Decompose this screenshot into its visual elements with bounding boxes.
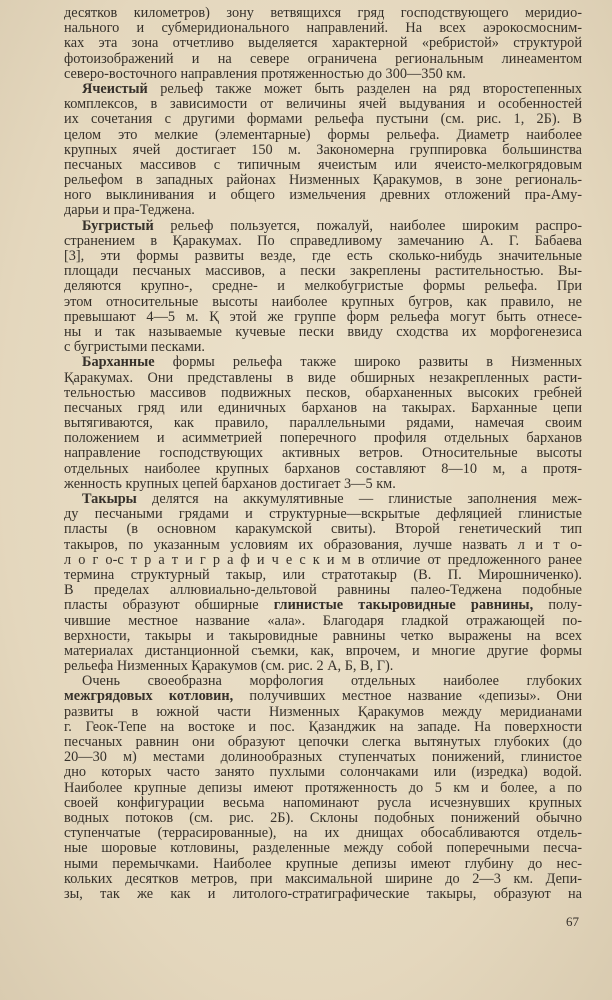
- bold-term: Такыры: [82, 491, 137, 507]
- paragraph: [64, 82, 582, 219]
- text-run: этом относительные высоты наиболее крупных бугров, как правило, не: [64, 293, 582, 310]
- text-line: [64, 872, 582, 887]
- text-line: [64, 158, 582, 173]
- text-line: [64, 598, 582, 613]
- text-run: [3], эти формы развиты везде, где есть сколько-нибудь значительные: [64, 248, 582, 264]
- text-run: полу-: [533, 597, 582, 614]
- text-line: [64, 750, 582, 765]
- text-line: [64, 279, 582, 294]
- text-run: делятся на аккумулятивные — глинистые заполнения меж-: [136, 491, 582, 507]
- text-line: [64, 188, 582, 203]
- text-run: ные шоровые котловины, разделенные между собой поперечными песча-: [64, 840, 582, 857]
- text-line: [64, 249, 582, 264]
- text-run: дарьи и пра-Теджена.: [64, 202, 195, 219]
- paragraph: [64, 219, 582, 356]
- text-run: такыров, по указанным условиям их образования, лучше назвать л и т о-: [64, 536, 582, 553]
- text-line: [64, 583, 582, 598]
- text-run: женность крупных цепей барханов достигает 3—5 км.: [64, 475, 396, 492]
- text-line: [64, 735, 582, 750]
- text-line: [64, 371, 582, 386]
- text-line: [64, 629, 582, 644]
- text-line: [64, 887, 582, 902]
- text-run: песчаных массивов с типичным ячеистым или ячеисто-мелкогрядовым: [64, 156, 582, 173]
- text-line: [64, 21, 582, 36]
- text-run: рельефом в западных районах Низменных Қаракумов, в зоне региональ-: [64, 172, 582, 189]
- text-line: [64, 143, 582, 158]
- text-run: десятков километров) зону ветвящихся гряд господствующего меридио-: [64, 5, 582, 21]
- text-run: ными перемычками. Наиболее крупные депизы имеют глубину до нес-: [64, 855, 582, 872]
- paragraph: [64, 674, 582, 902]
- text-line: [64, 462, 582, 477]
- text-line: [64, 36, 582, 51]
- text-line: [64, 173, 582, 188]
- text-line: [64, 340, 582, 355]
- text-run: комплексов, в зависимости от величины ячей выдувания и особенностей: [64, 96, 582, 113]
- text-run: песчаных гряд или единичных барханов на такырах. Барханные цепи: [64, 399, 582, 416]
- paragraph: [64, 492, 582, 674]
- text-line: [64, 720, 582, 735]
- text-run: ду песчаными грядами и структурные—вскрытые дефляцией глинистые: [64, 506, 582, 523]
- text-line: [64, 614, 582, 629]
- text-line: [64, 386, 582, 401]
- text-line: [64, 553, 582, 568]
- text-run: своей конфигурации весьма напоминают русла исчезнувших крупных: [64, 794, 582, 811]
- text-run: целом это мелкие (элементарные) формы рельефа. Диаметр наиболее: [64, 126, 582, 143]
- text-line: [64, 52, 582, 67]
- text-run: формы рельефа также широко развиты в Низменных: [154, 354, 582, 371]
- text-line: [64, 401, 582, 416]
- text-run: материалах дистанционной съемки, как, впрочем, и многие другие формы: [64, 642, 582, 659]
- text-line: [64, 568, 582, 583]
- text-line: [64, 781, 582, 796]
- text-line: [64, 355, 582, 370]
- text-run: л о г о-с т р а т и г р а ф и ч е с к и м в отличие от предложенного ранее: [64, 551, 582, 568]
- text-run: развиты в южной части Низменных Қаракумов между меридианами: [64, 703, 582, 720]
- text-run: 20—30 м) местами долинообразных ступенчатых понижений, глинистое: [64, 749, 582, 766]
- text-line: [64, 689, 582, 704]
- text-run: В пределах аллювиально-дельтовой равнины палео-Теджена подобные: [64, 582, 582, 599]
- text-line: [64, 431, 582, 446]
- text-run: вытягиваются, как правило, параллельными рядами, намечая своим: [64, 415, 582, 432]
- text-run: рельеф пользуется, пожалуй, наиболее широким распро-: [153, 217, 582, 234]
- body-text: [64, 6, 582, 902]
- text-line: [64, 826, 582, 841]
- text-run: превышают 4—5 м. Қ этой же группе форм рельефа могут быть отнесе-: [64, 308, 582, 325]
- text-run: пласты образуют обширные: [64, 597, 274, 614]
- text-run: г. Геок-Тепе на востоке и пос. Қазанджик на западе. На поверхности: [64, 718, 582, 735]
- text-line: [64, 841, 582, 856]
- text-line: [64, 659, 582, 674]
- text-line: [64, 538, 582, 553]
- text-line: [64, 507, 582, 522]
- text-line: [64, 219, 582, 234]
- bold-term: межгрядовых котловин,: [64, 688, 234, 705]
- page-number: 67: [566, 914, 579, 929]
- text-run: рельефа Низменных Қаракумов (см. рис. 2 А, Б, В, Г).: [64, 658, 394, 675]
- text-line: [64, 522, 582, 537]
- text-run: нального и субмеридионального направлений. На всех аэрокосмосним-: [64, 20, 582, 37]
- text-line: [64, 416, 582, 431]
- text-run: их сочетания с другими формами рельефа пустыни (см. рис. 1, 2Б). В: [64, 111, 582, 128]
- text-line: [64, 264, 582, 279]
- text-run: ступенчатые (террасированные), на их днищах обосабливаются отдель-: [64, 825, 582, 842]
- text-run: зы, так же как и литолого-стратиграфические такыры, образуют на: [64, 885, 582, 902]
- text-run: получивших местное название «депизы». Они: [233, 688, 582, 705]
- text-run: ны и так называемые кучевые пески ввиду сходства их морфогенезиса: [64, 323, 582, 340]
- paragraph: [64, 6, 582, 82]
- text-run: дно которых часто занято пухлыми солончаками или (изредка) водой.: [64, 764, 582, 781]
- text-run: термина структурный такыр, или стратотакыр (В. П. Мирошниченко).: [64, 566, 582, 583]
- text-line: [64, 796, 582, 811]
- text-run: тельностью массивов подвижных песков, обарханенных высоких гребней: [64, 384, 582, 401]
- text-run: кольких десятков метров, при максимальной ширине до 2—3 км. Депи-: [64, 870, 582, 887]
- text-line: [64, 67, 582, 82]
- bold-term: Барханные: [82, 354, 155, 371]
- text-run: ках эта зона отчетливо выделяется характерной «ребристой» структурой: [64, 35, 582, 52]
- text-run: водных потоков (см. рис. 2Б). Склоны подобных понижений обычно: [64, 809, 582, 826]
- text-run: северо-восточного направления протяженностью до 300—350 км.: [64, 65, 466, 82]
- text-run: положением и асимметрией поперечного профиля отдельных барханов: [64, 430, 582, 447]
- text-line: [64, 295, 582, 310]
- text-line: [64, 765, 582, 780]
- text-line: [64, 310, 582, 325]
- text-line: [64, 82, 582, 97]
- text-run: пласты (в основном каракумской свиты). Второй генетический тип: [64, 521, 582, 538]
- text-line: [64, 857, 582, 872]
- text-line: [64, 811, 582, 826]
- text-run: крупных ячей достигает 150 м. Закономерна группировка большинства: [64, 141, 582, 158]
- text-line: [64, 705, 582, 720]
- text-run: Очень своеобразна морфология отдельных наиболее глубоких: [82, 673, 582, 690]
- text-run: верхности, такыры и такыровидные равнины четко выражены на всех: [64, 627, 582, 644]
- text-line: [64, 203, 582, 218]
- text-line: [64, 446, 582, 461]
- paragraph: [64, 355, 582, 492]
- text-run: с бугристыми песками.: [64, 339, 205, 356]
- text-run: фотоизображений и на севере ограничена региональным линеаментом: [64, 50, 582, 67]
- text-run: Наиболее крупные депизы имеют протяженность до 5 км и более, а по: [64, 779, 582, 796]
- text-run: Қаракумах. Они представлены в виде обширных незакрепленных расти-: [64, 369, 582, 386]
- text-run: чившие местное название «ала». Благодаря гладкой отражающей по-: [64, 612, 582, 629]
- text-line: [64, 674, 582, 689]
- bold-term: глинистые такыровидные равнины,: [273, 597, 534, 614]
- text-line: [64, 128, 582, 143]
- text-run: рельеф также может быть разделен на ряд второстепенных: [147, 80, 582, 97]
- text-run: песчаных равнин они образуют цепочки слегка вытянутых глубоких (до: [64, 734, 582, 750]
- text-line: [64, 234, 582, 249]
- text-run: ного выклинивания и общего измельчения древних отложений пра-Аму-: [64, 187, 582, 204]
- bold-term: Бугристый: [82, 217, 154, 234]
- text-line: [64, 6, 582, 21]
- text-line: [64, 644, 582, 659]
- text-run: отдельных наиболее крупных барханов составляют 8—10 м, а протя-: [64, 460, 582, 477]
- text-run: деляются крупно-, средне- и мелкобугристые формы рельефа. При: [64, 278, 582, 295]
- text-run: странением в Қаракумах. По справедливому замечанию А. Г. Бабаева: [64, 232, 582, 249]
- text-line: [64, 492, 582, 507]
- text-line: [64, 325, 582, 340]
- text-run: площади песчаных массивов, а пески закреплены растительностью. Вы-: [64, 263, 582, 280]
- text-line: [64, 97, 582, 112]
- text-line: [64, 112, 582, 127]
- text-run: направление господствующих активных ветров. Относительные высоты: [64, 445, 582, 462]
- bold-term: Ячеистый: [82, 80, 148, 97]
- text-line: [64, 477, 582, 492]
